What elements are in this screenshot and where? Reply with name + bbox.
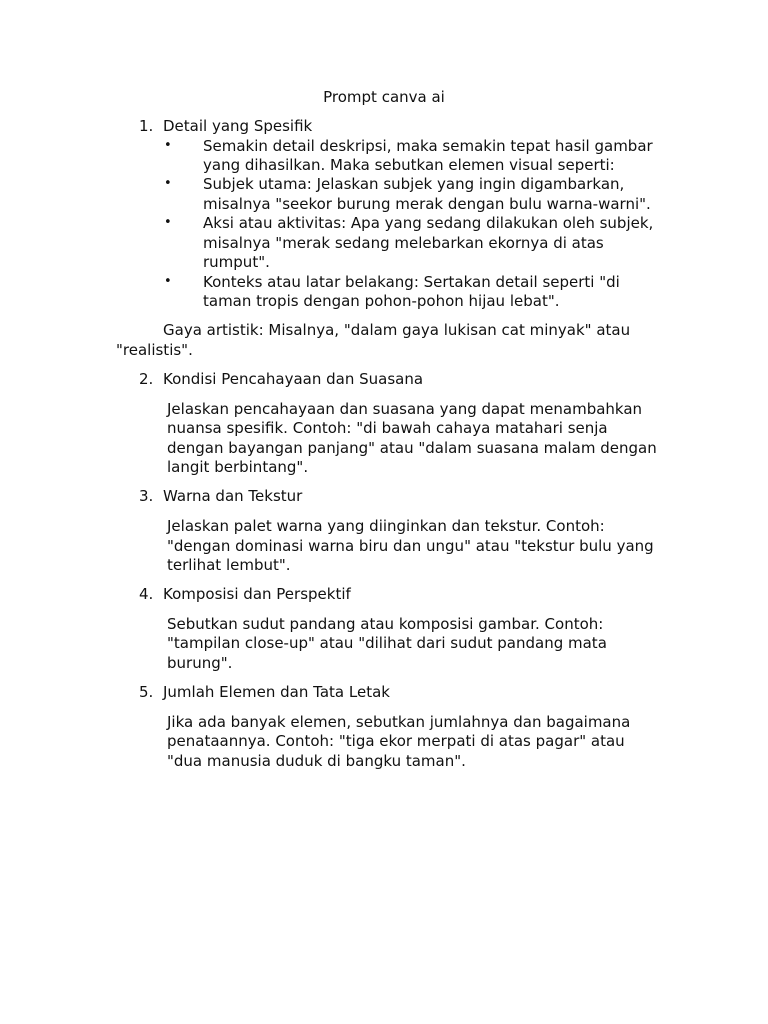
paragraph-line: Jelaskan pencahayaan dan suasana yang dapat menambahkan xyxy=(167,400,643,418)
paragraph-line: dengan bayangan panjang" atau "dalam suasana malam dengan xyxy=(167,439,657,457)
bullet-text-line: yang dihasilkan. Maka sebutkan elemen visual seperti: xyxy=(203,156,615,174)
section-number: 2. xyxy=(139,370,154,388)
bullet-text-line: Aksi atau aktivitas: Apa yang sedang dilakukan oleh subjek, xyxy=(203,214,654,232)
bullet-marker: • xyxy=(164,176,172,191)
paragraph-line: Sebutkan sudut pandang atau komposisi gambar. Contoh: xyxy=(167,615,604,633)
bullet-text-line: Subjek utama: Jelaskan subjek yang ingin digambarkan, xyxy=(203,175,625,193)
paragraph-line: "dua manusia duduk di bangku taman". xyxy=(167,752,466,770)
paragraph-line: "realistis". xyxy=(116,341,193,359)
paragraph-line: Gaya artistik: Misalnya, "dalam gaya lukisan cat minyak" atau xyxy=(163,321,631,339)
paragraph-line: terlihat lembut". xyxy=(167,556,291,574)
section-heading: Kondisi Pencahayaan dan Suasana xyxy=(163,370,424,388)
bullet-text-line: misalnya "seekor burung merak dengan bulu warna-warni". xyxy=(203,195,651,213)
bullet-text-line: rumput". xyxy=(203,253,270,271)
bullet-marker: • xyxy=(164,274,172,289)
section-heading: Detail yang Spesifik xyxy=(163,117,313,135)
bullet-marker: • xyxy=(164,138,172,153)
section-heading: Warna dan Tekstur xyxy=(163,487,303,505)
paragraph-line: "dengan dominasi warna biru dan ungu" atau "tekstur bulu yang xyxy=(167,537,654,555)
section-number: 3. xyxy=(139,487,154,505)
paragraph-line: penataannya. Contoh: "tiga ekor merpati di atas pagar" atau xyxy=(167,732,625,750)
paragraph-line: Jika ada banyak elemen, sebutkan jumlahnya dan bagaimana xyxy=(167,713,631,731)
section-number: 1. xyxy=(139,117,154,135)
bullet-marker: • xyxy=(164,215,172,230)
paragraph-line: nuansa spesifik. Contoh: "di bawah cahaya matahari senja xyxy=(167,419,608,437)
paragraph-line: Jelaskan palet warna yang diinginkan dan tekstur. Contoh: xyxy=(167,517,605,535)
bullet-text-line: taman tropis dengan pohon-pohon hijau lebat". xyxy=(203,292,560,310)
page-title: Prompt canva ai xyxy=(323,88,445,106)
section-heading: Komposisi dan Perspektif xyxy=(163,585,351,603)
bullet-text-line: Semakin detail deskripsi, maka semakin tepat hasil gambar xyxy=(203,137,653,155)
paragraph-line: "tampilan close-up" atau "dilihat dari sudut pandang mata xyxy=(167,634,607,652)
section-number: 5. xyxy=(139,683,154,701)
paragraph-line: burung". xyxy=(167,654,233,672)
section-heading: Jumlah Elemen dan Tata Letak xyxy=(163,683,390,701)
paragraph-line: langit berbintang". xyxy=(167,458,309,476)
bullet-text-line: Konteks atau latar belakang: Sertakan detail seperti "di xyxy=(203,273,620,291)
bullet-text-line: misalnya "merak sedang melebarkan ekornya di atas xyxy=(203,234,604,252)
section-number: 4. xyxy=(139,585,154,603)
